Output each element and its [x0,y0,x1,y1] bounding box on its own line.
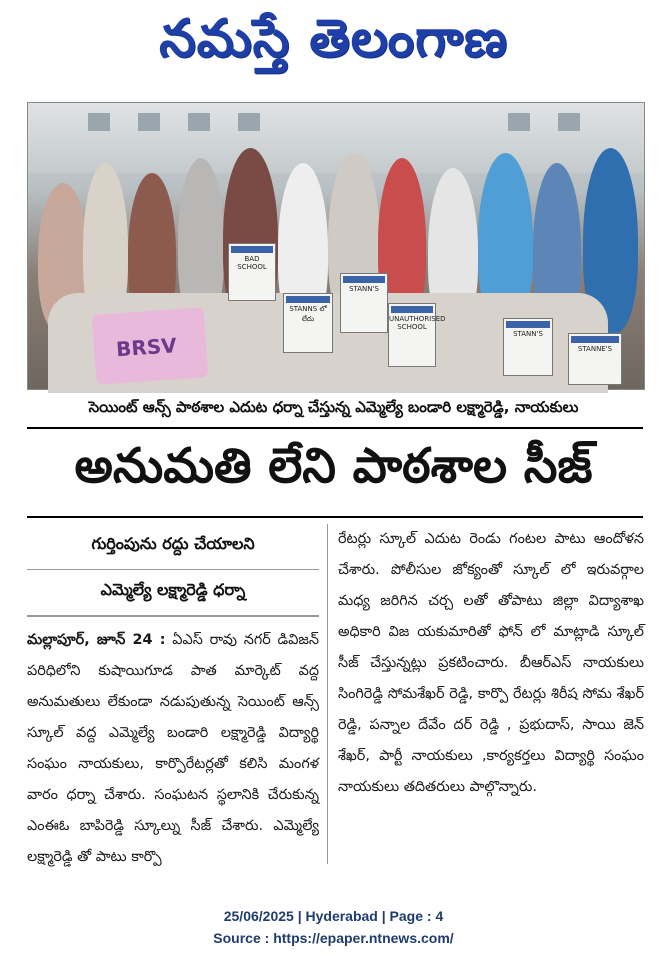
article-body-left [27,625,319,873]
headline-rule [27,516,643,518]
source-link[interactable]: Source : https://epaper.ntnews.com/ [213,930,454,946]
photo-caption: సెయింట్ ఆన్స్ పాఠశాల ఎదుట ధర్నా చేస్తున్న ఎమ్మెల్యే బండారి లక్ష్మారెడ్డి, నాయకులు [88,398,579,416]
article-headline: అనుమతి లేని పాఠశాల సీజ్ [74,438,593,494]
article-column-right [338,524,644,803]
placard: UNAUTHORISED SCHOOL [388,303,436,367]
placard: STANN'S [503,318,553,376]
news-photo [27,102,645,390]
placard: STANN'S [340,273,388,333]
placard: BAD SCHOOL [228,243,276,301]
placard: STANNS లో లేదు [283,293,333,353]
edition-info: 25/06/2025 | Hyderabad | Page : 4 [223,908,444,924]
subheading: గుర్తింపును రద్దు చేయాలని [27,524,319,570]
article-text-right: రేటర్లు స్కూల్ ఎదుట రెండు గంటల పాటు ఆందోళన చేశారు. పోలీసుల జోక్యంతో స్కూల్ లో ఇరువర్గాల మధ్య జరిగిన చర్చ లతో తోపాటు జిల్లా విద్యాశాఖ అధికారి విజ యకుమారితో ఫోన్ లో మాట్లాడి స్కూల్ సీజ్ చేస్తున్నట్లు ప్రకటించారు. బీఆర్ఎస్ నాయకులు సింగిరెడ్డి సోమశేఖర్ రెడ్డి, కార్పొ రేటర్లు శిరీష సోమ శేఖర్ రెడ్డి, పన్నాల దేవేం దర్ రెడ్డి , ప్రభుదాస్, సాయి జెన్ శేఖర్, పార్టీ నాయకులు ,కార్యకర్తలు విద్యార్థి సంఘం నాయకులు తదితరులు పాల్గొన్నారు. [338,531,644,795]
placard: STANNE'S [568,333,622,385]
article-text-left: ఏఎస్ రావు నగర్ డివిజన్ పరిధిలోని కుషాయిగూడ పాత మార్కెట్ వద్ద అనుమతులు లేకుండా నడుపుతున్న సెయింట్ ఆన్స్ స్కూల్ వద్ద ఎమ్మెల్యే బండారి లక్ష్మారెడ్డి విద్యార్థి సంఘం నాయకులు, కార్పొరేటర్లతో కలిసి మంగళ వారం ధర్నా చేశారు. సంఘటన స్థలానికి చేరుకున్న ఎంఈఓ బాపిరెడ్డి స్కూల్ను సీజ్ చేశారు. ఎమ్మెల్యే లక్ష్మారెడ్డి తో పాటు కార్పొ [27,632,319,865]
column-divider [327,524,328,864]
party-banner: BRSV [92,307,209,385]
caption-rule [27,427,643,429]
article-column-left [27,524,319,873]
dateline: మల్లాపూర్, జూన్ 24 : [27,632,166,648]
subheading: ఎమ్మెల్యే లక్ష్మారెడ్డి ధర్నా [27,570,319,617]
newspaper-logo: నమస్తే తెలంగాణ [159,8,508,69]
masthead [0,0,667,90]
